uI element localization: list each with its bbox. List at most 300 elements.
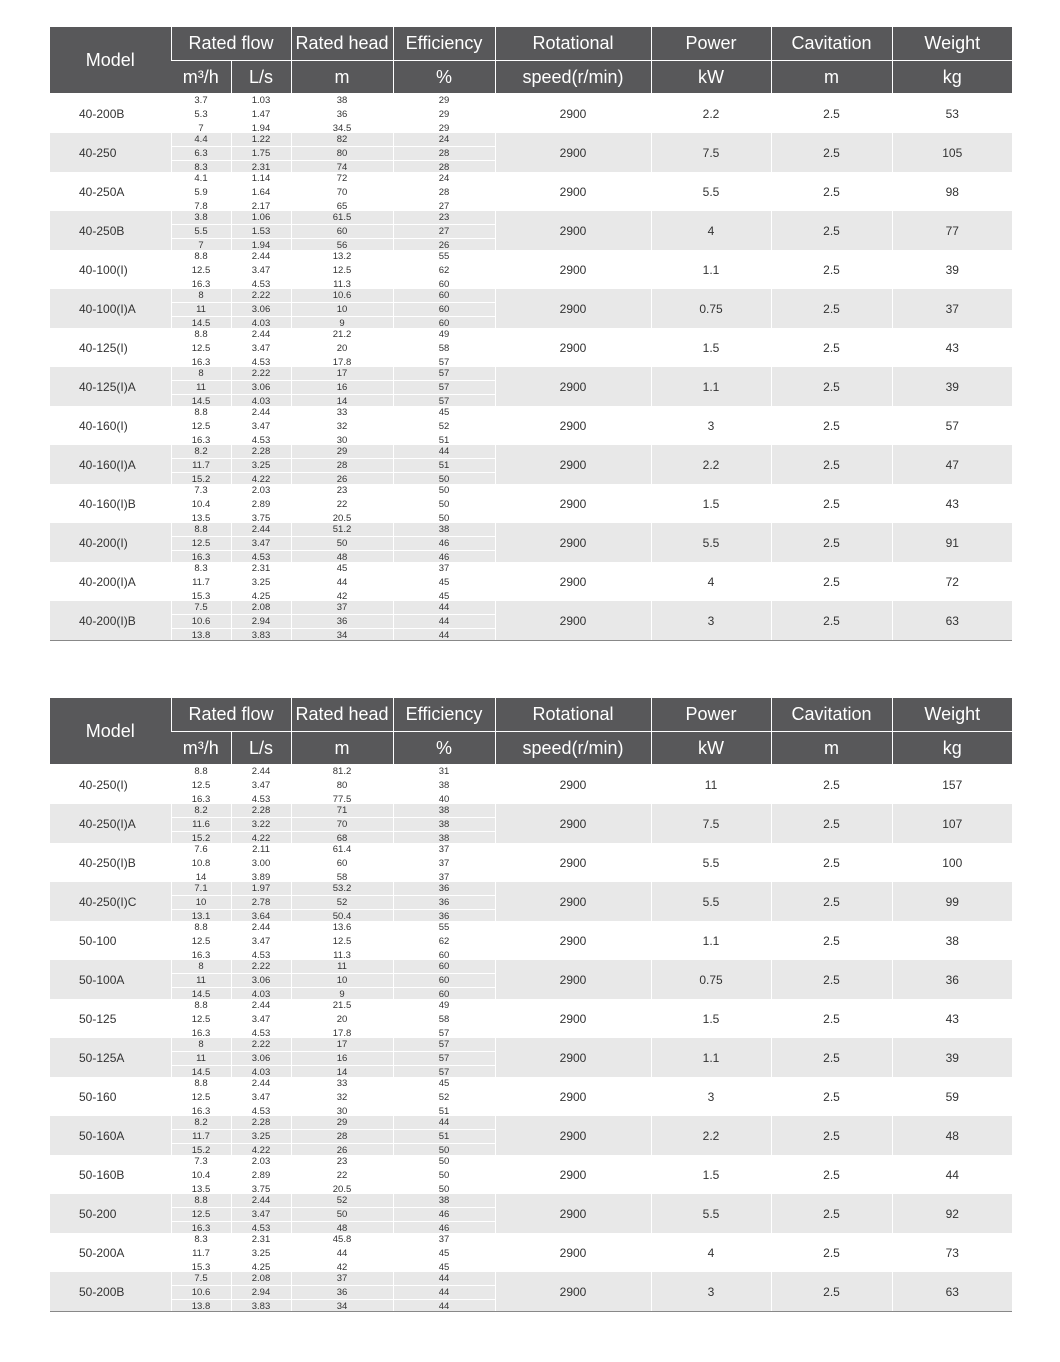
- efficiency-cell: [393, 960, 495, 999]
- flow-ls-values: [232, 1272, 291, 1311]
- model-cell: 50-160A: [50, 1116, 171, 1155]
- model-cell: 40-200(I)B: [50, 601, 171, 640]
- speed-cell: 2900: [495, 289, 651, 328]
- head-value: 36: [292, 614, 393, 628]
- flow-m3h-cell: [171, 882, 231, 921]
- flow-m3h-value: 8.3: [194, 563, 208, 574]
- weight-cell: 53: [892, 94, 1012, 134]
- flow-ls-cell: [231, 1272, 291, 1311]
- power-cell: 5.5: [651, 1194, 771, 1233]
- speed-cell: 2900: [495, 1038, 651, 1077]
- efficiency-cell: [393, 765, 495, 805]
- flow-m3h-value: 16.3: [172, 1221, 231, 1235]
- power-cell: 3: [651, 1077, 771, 1116]
- efficiency-cell: [393, 94, 495, 134]
- flow-ls-value: 2.22: [251, 290, 271, 301]
- model-cell: 40-100(I)A: [50, 289, 171, 328]
- flow-m3h-value: 8.8: [194, 329, 208, 340]
- speed-cell: 2900: [495, 882, 651, 921]
- flow-ls-cell: [231, 406, 291, 445]
- table-row: [50, 921, 1012, 960]
- flow-m3h-value: 11: [172, 302, 231, 316]
- head-cell: [291, 843, 393, 882]
- speed-cell: 2900: [495, 250, 651, 289]
- head-value: 16: [292, 1051, 393, 1065]
- head-value: 13.2: [332, 251, 352, 262]
- head-values: [292, 562, 393, 601]
- head-value: 44: [336, 1248, 348, 1259]
- head-value: 34: [292, 1299, 393, 1313]
- head-value: 21.5: [332, 1000, 352, 1011]
- flow-ls-value: 2.31: [251, 563, 271, 574]
- head-value: 52: [292, 895, 393, 909]
- model-cell: 50-200A: [79, 1245, 125, 1260]
- power-cell: 2.2: [651, 94, 771, 134]
- model-cell: 40-250B: [50, 211, 171, 250]
- head-value: 22: [336, 499, 348, 510]
- flow-m3h-value: 13.8: [172, 1299, 231, 1313]
- flow-m3h-value: 13.8: [172, 628, 231, 642]
- weight-cell: 48: [892, 1116, 1012, 1155]
- flow-m3h-cell: [171, 172, 231, 211]
- head-value: 50: [292, 1207, 393, 1221]
- efficiency-value: 60: [394, 987, 495, 1001]
- flow-ls-cell: [231, 601, 291, 640]
- header-power: Power: [651, 27, 771, 61]
- flow-m3h-value: 8.2: [194, 446, 208, 457]
- efficiency-values: [394, 328, 495, 367]
- efficiency-value: 37: [438, 1234, 450, 1245]
- flow-ls-values: [232, 960, 291, 999]
- flow-ls-values: [232, 1155, 291, 1194]
- head-values: [292, 523, 393, 562]
- head-value: 14: [292, 394, 393, 408]
- efficiency-value: 57: [438, 1039, 450, 1050]
- weight-cell: 77: [892, 211, 1012, 250]
- cavitation-cell: 2.5: [771, 289, 892, 328]
- flow-ls-value: 2.31: [251, 1234, 271, 1245]
- flow-ls-value: 3.47: [251, 1092, 271, 1103]
- head-value: 22: [336, 1170, 348, 1181]
- cavitation-cell: 2.5: [771, 843, 892, 882]
- weight-cell: 44: [892, 1155, 1012, 1194]
- flow-ls-values: [232, 1116, 291, 1155]
- head-value: 60: [292, 224, 393, 238]
- flow-ls-values: [232, 484, 291, 523]
- head-value: 71: [336, 805, 348, 816]
- flow-m3h-values: [172, 765, 231, 804]
- model-cell: 40-125(I)A: [50, 367, 171, 406]
- flow-ls-value: 2.78: [232, 895, 291, 909]
- flow-m3h-value: 8.2: [194, 1117, 208, 1128]
- header-rated-head: Rated head: [291, 27, 393, 61]
- flow-ls-cell: [231, 1038, 291, 1077]
- model-cell: 40-250(I)A: [50, 804, 171, 843]
- flow-m3h-cell: [171, 562, 231, 601]
- speed-cell: 2900: [495, 445, 651, 484]
- flow-m3h-value: 8.2: [194, 805, 208, 816]
- efficiency-value: 24: [438, 173, 450, 184]
- table-row: [50, 1077, 1012, 1116]
- flow-m3h-cell: [171, 250, 231, 289]
- weight-cell: 39: [892, 250, 1012, 289]
- flow-m3h-value: 13.5: [191, 513, 211, 524]
- table-row: [50, 250, 1012, 289]
- power-cell: 1.5: [651, 1155, 771, 1194]
- cavitation-cell: 2.5: [771, 999, 892, 1038]
- weight-cell: 57: [892, 406, 1012, 445]
- head-value: 33: [336, 1078, 348, 1089]
- head-cell: [291, 1155, 393, 1194]
- flow-m3h-value: 16.3: [191, 1106, 211, 1117]
- flow-m3h-cell: [171, 406, 231, 445]
- speed-cell: 2900: [495, 1272, 651, 1311]
- flow-m3h-cell: [171, 765, 231, 805]
- flow-ls-value: 2.89: [251, 1170, 271, 1181]
- flow-ls-value: 3.25: [251, 1248, 271, 1259]
- header-rotational: Rotational: [495, 27, 651, 61]
- model-cell: 50-125A: [50, 1038, 171, 1077]
- flow-m3h-value: 15.3: [191, 591, 211, 602]
- head-value: 28: [292, 458, 393, 472]
- head-cell: [291, 406, 393, 445]
- flow-m3h-cell: [171, 1272, 231, 1311]
- flow-m3h-value: 7.3: [194, 1156, 208, 1167]
- flow-m3h-values: [172, 562, 231, 601]
- flow-ls-value: 4.25: [251, 1262, 271, 1273]
- flow-ls-value: 2.22: [251, 1039, 271, 1050]
- cavitation-cell: 2.5: [771, 133, 892, 172]
- flow-m3h-value: 11.7: [192, 577, 210, 588]
- model-cell: 50-125: [79, 1011, 117, 1026]
- head-values: [292, 882, 393, 921]
- model-cell: 40-160(I)A: [50, 445, 171, 484]
- efficiency-value: 50: [438, 513, 450, 524]
- efficiency-value: 57: [438, 357, 450, 368]
- header-cavitation: Cavitation: [771, 27, 892, 61]
- power-cell: 3: [651, 1272, 771, 1311]
- efficiency-values: [394, 1077, 495, 1116]
- head-values: [292, 289, 393, 328]
- efficiency-values: [394, 999, 495, 1038]
- flow-m3h-value: 8.8: [194, 922, 208, 933]
- cavitation-cell: 2.5: [771, 1038, 892, 1077]
- head-value: 26: [292, 1143, 393, 1157]
- efficiency-value: 36: [394, 895, 495, 909]
- flow-ls-value: 2.44: [251, 1078, 271, 1089]
- flow-ls-values: [232, 172, 291, 211]
- flow-ls-value: 2.44: [251, 251, 271, 262]
- efficiency-value: 58: [438, 343, 450, 354]
- head-value: 51.2: [332, 524, 352, 535]
- flow-m3h-value: 15.2: [172, 1143, 231, 1157]
- flow-m3h-cell: [171, 289, 231, 328]
- efficiency-value: 29: [438, 95, 450, 106]
- head-value: 42: [336, 1262, 348, 1273]
- efficiency-value: 57: [438, 1028, 450, 1039]
- efficiency-value: 46: [394, 1207, 495, 1221]
- flow-ls-value: 2.28: [251, 805, 271, 816]
- flow-m3h-value: 8.8: [194, 251, 208, 262]
- head-value: 80: [292, 146, 393, 160]
- head-value: 23: [336, 485, 348, 496]
- weight-cell: 105: [892, 133, 1012, 172]
- head-cell: [291, 523, 393, 562]
- head-value: 30: [336, 435, 348, 446]
- weight-cell: 98: [892, 172, 1012, 211]
- flow-m3h-value: 8.3: [194, 1234, 208, 1245]
- flow-ls-value: 4.22: [232, 472, 291, 486]
- unit-ls: L/s: [231, 61, 291, 94]
- efficiency-value: 38: [438, 1195, 450, 1206]
- flow-ls-values: [232, 921, 291, 960]
- efficiency-value: 52: [438, 421, 450, 432]
- efficiency-value: 44: [394, 628, 495, 642]
- flow-m3h-value: 10.8: [191, 858, 211, 869]
- efficiency-value: 45: [438, 591, 450, 602]
- head-values: [292, 999, 393, 1038]
- efficiency-value: 45: [438, 577, 450, 588]
- head-values: [292, 172, 393, 211]
- flow-m3h-values: [172, 445, 231, 484]
- flow-ls-cell: [231, 1194, 291, 1233]
- efficiency-value: 50: [394, 1143, 495, 1157]
- efficiency-value: 38: [394, 831, 495, 845]
- efficiency-value: 44: [438, 446, 450, 457]
- efficiency-values: [394, 523, 495, 562]
- flow-ls-value: 2.03: [251, 485, 271, 496]
- head-values: [292, 1038, 393, 1077]
- head-value: 56: [292, 238, 393, 252]
- efficiency-value: 60: [394, 302, 495, 316]
- flow-ls-value: 3.64: [232, 909, 291, 923]
- cavitation-cell: 2.5: [771, 882, 892, 921]
- cavitation-cell: 2.5: [771, 1233, 892, 1272]
- head-cell: [291, 765, 393, 805]
- head-value: 20: [336, 1014, 348, 1025]
- unit-speed: speed(r/min): [495, 61, 651, 94]
- flow-m3h-value: 3.7: [194, 95, 208, 106]
- flow-m3h-values: [172, 1038, 231, 1077]
- cavitation-cell: 2.5: [771, 1077, 892, 1116]
- header-power: Power: [651, 698, 771, 732]
- flow-m3h-values: [172, 367, 231, 406]
- efficiency-cell: [393, 804, 495, 843]
- efficiency-values: [394, 804, 495, 843]
- speed-cell: 2900: [495, 406, 651, 445]
- speed-cell: 2900: [495, 367, 651, 406]
- flow-ls-value: 4.53: [251, 950, 271, 961]
- speed-cell: 2900: [495, 843, 651, 882]
- flow-ls-values: [232, 367, 291, 406]
- flow-m3h-value: 15.2: [172, 472, 231, 486]
- head-cell: [291, 804, 393, 843]
- efficiency-values: [394, 172, 495, 211]
- efficiency-values: [394, 1038, 495, 1077]
- head-value: 30: [336, 1106, 348, 1117]
- efficiency-cell: [393, 562, 495, 601]
- flow-ls-cell: [231, 523, 291, 562]
- weight-cell: 59: [892, 1077, 1012, 1116]
- power-cell: 4: [651, 562, 771, 601]
- cavitation-cell: 2.5: [771, 562, 892, 601]
- head-value: 50.4: [292, 909, 393, 923]
- head-cell: [291, 1077, 393, 1116]
- head-cell: [291, 601, 393, 640]
- head-value: 50: [292, 536, 393, 550]
- efficiency-value: 23: [438, 212, 450, 223]
- flow-m3h-cell: [171, 960, 231, 999]
- flow-ls-value: 2.03: [251, 1156, 271, 1167]
- flow-ls-value: 2.08: [251, 1273, 271, 1284]
- efficiency-value: 46: [394, 550, 495, 564]
- efficiency-value: 57: [394, 1051, 495, 1065]
- efficiency-value: 60: [438, 290, 450, 301]
- flow-ls-values: [232, 1233, 291, 1272]
- head-values: [292, 804, 393, 843]
- efficiency-values: [394, 1272, 495, 1311]
- flow-ls-value: 3.00: [251, 858, 271, 869]
- head-values: [292, 1272, 393, 1311]
- flow-ls-value: 2.11: [252, 844, 270, 855]
- header-model: Model: [50, 27, 171, 94]
- flow-ls-value: 2.44: [251, 766, 271, 777]
- efficiency-cell: [393, 523, 495, 562]
- head-value: 26: [292, 472, 393, 486]
- head-values: [292, 133, 393, 172]
- table-row: [50, 406, 1012, 445]
- flow-m3h-cell: [171, 367, 231, 406]
- head-value: 36: [292, 1285, 393, 1299]
- flow-ls-value: 3.06: [232, 302, 291, 316]
- table-row: [50, 289, 1012, 328]
- efficiency-values: [394, 1233, 495, 1272]
- flow-ls-value: 2.28: [251, 446, 271, 457]
- speed-cell: 2900: [495, 1194, 651, 1233]
- cavitation-cell: 2.5: [771, 445, 892, 484]
- head-cell: [291, 921, 393, 960]
- model-cell: 40-250(I): [79, 777, 128, 792]
- flow-ls-value: 1.64: [251, 187, 271, 198]
- efficiency-value: 45: [438, 1248, 450, 1259]
- table-row: [50, 1116, 1012, 1155]
- flow-m3h-cell: [171, 1155, 231, 1194]
- head-cell: [291, 133, 393, 172]
- table-row: [50, 1233, 1012, 1272]
- model-cell: 40-200(I): [50, 523, 171, 562]
- flow-ls-value: 4.53: [251, 435, 271, 446]
- table-row: [50, 1155, 1012, 1194]
- efficiency-value: 60: [394, 973, 495, 987]
- cavitation-cell: 2.5: [771, 960, 892, 999]
- header-weight: Weight: [892, 698, 1012, 732]
- efficiency-value: 28: [394, 160, 495, 174]
- flow-m3h-value: 10.6: [172, 1285, 231, 1299]
- weight-cell: 157: [892, 765, 1012, 805]
- head-value: 72: [336, 173, 348, 184]
- flow-ls-value: 2.17: [251, 201, 271, 212]
- power-cell: 1.1: [651, 921, 771, 960]
- header-rated-flow: Rated flow: [171, 698, 291, 732]
- flow-m3h-value: 16.3: [191, 357, 211, 368]
- table-row: [50, 765, 1012, 805]
- power-cell: 4: [651, 211, 771, 250]
- flow-ls-cell: [231, 960, 291, 999]
- flow-ls-cell: [231, 1155, 291, 1194]
- flow-m3h-value: 12.5: [191, 421, 211, 432]
- head-value: 23: [336, 1156, 348, 1167]
- head-value: 9: [292, 316, 393, 330]
- head-value: 37: [336, 602, 348, 613]
- flow-m3h-value: 7: [198, 123, 204, 134]
- unit-ls: L/s: [231, 732, 291, 765]
- head-value: 45.8: [332, 1234, 352, 1245]
- efficiency-values: [394, 250, 495, 289]
- speed-cell: 2900: [495, 484, 651, 523]
- efficiency-value: 27: [438, 201, 450, 212]
- speed-cell: 2900: [495, 921, 651, 960]
- speed-cell: 2900: [495, 1077, 651, 1116]
- flow-m3h-value: 5.5: [172, 224, 231, 238]
- head-value: 11: [337, 961, 347, 972]
- head-cell: [291, 94, 393, 134]
- flow-ls-value: 2.44: [251, 1000, 271, 1011]
- flow-ls-cell: [231, 843, 291, 882]
- flow-m3h-cell: [171, 328, 231, 367]
- flow-ls-values: [232, 999, 291, 1038]
- cavitation-cell: 2.5: [771, 367, 892, 406]
- head-values: [292, 960, 393, 999]
- efficiency-value: 45: [438, 1262, 450, 1273]
- head-cell: [291, 999, 393, 1038]
- efficiency-value: 45: [438, 407, 450, 418]
- flow-ls-value: 3.47: [251, 1014, 271, 1025]
- flow-ls-value: 2.44: [251, 524, 271, 535]
- flow-m3h-value: 11: [172, 973, 231, 987]
- model-cell: 40-100(I): [79, 262, 128, 277]
- flow-ls-value: 4.03: [232, 987, 291, 1001]
- flow-m3h-value: 5.9: [194, 187, 208, 198]
- flow-ls-value: 2.89: [251, 499, 271, 510]
- efficiency-cell: [393, 1116, 495, 1155]
- flow-ls-value: 2.94: [232, 1285, 291, 1299]
- head-value: 42: [336, 591, 348, 602]
- head-value: 60: [336, 858, 348, 869]
- flow-m3h-value: 8: [198, 368, 204, 379]
- flow-ls-cell: [231, 133, 291, 172]
- efficiency-cell: [393, 921, 495, 960]
- flow-m3h-value: 14: [195, 872, 207, 883]
- head-cell: [291, 172, 393, 211]
- efficiency-cell: [393, 843, 495, 882]
- flow-m3h-value: 12.5: [172, 536, 231, 550]
- flow-ls-cell: [231, 921, 291, 960]
- efficiency-value: 50: [438, 1170, 450, 1181]
- head-values: [292, 1233, 393, 1272]
- head-values: [292, 1155, 393, 1194]
- head-cell: [291, 484, 393, 523]
- unit-cavitation: m: [771, 732, 892, 765]
- flow-ls-values: [232, 406, 291, 445]
- head-value: 52: [336, 1195, 348, 1206]
- flow-ls-value: 2.22: [251, 961, 271, 972]
- unit-cavitation: m: [771, 61, 892, 94]
- head-value: 38: [336, 95, 348, 106]
- flow-m3h-value: 8: [198, 1039, 204, 1050]
- head-value: 16: [292, 380, 393, 394]
- model-cell: 50-100: [79, 933, 117, 948]
- head-values: [292, 484, 393, 523]
